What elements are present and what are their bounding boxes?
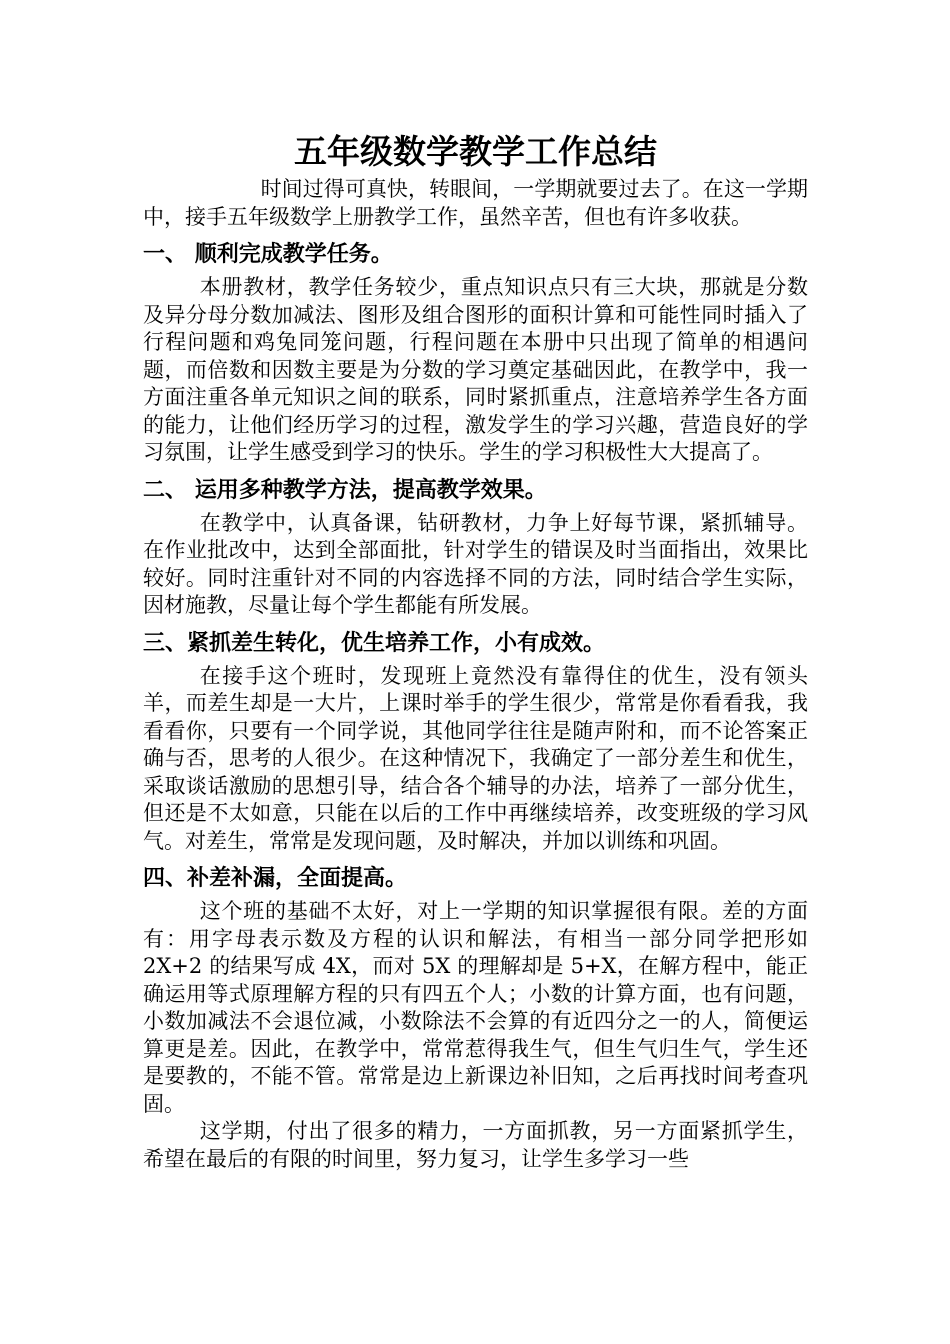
section-2-title: 运用多种教学方法，提高教学效果。	[194, 477, 547, 503]
document-page	[143, 128, 808, 1173]
section-3-title: 紧抓差生转化，优生培养工作，小有成效。	[187, 630, 606, 656]
document-title: 五年级数学教学工作总结	[294, 132, 657, 171]
section-3-heading	[143, 630, 808, 658]
section-1-heading	[143, 241, 808, 269]
section-2-number: 二、	[143, 477, 188, 503]
section-4-heading	[143, 865, 808, 893]
section-4-title: 补差补漏，全面提高。	[187, 866, 408, 891]
section-4-paragraph-2: 这学期，付出了很多的精力，一方面抓教，另一方面紧抓学生，希望在最后的有限的时间里，努力复习，让学生多学习一些	[143, 1119, 808, 1171]
section-3-paragraph-1: 在接手这个班时，发现班上竟然没有靠得住的优生，没有领头羊，而差生却是一大片，上课时举手的学生很少，常常是你看看我，我看看你，只要有一个同学说，其他同学往往是随声附和，而不论答案正确与否，思考的人很少。在这种情况下，我确定了一部分差生和优生，采取谈话激励的思想引导，结合各个辅导的办法，培养了一部分优生，但还是不太如意，只能在以后的工作中再继续培养，改变班级的学习风气。对差生，常常是发现问题，及时解决，并加以训练和巩固。	[143, 663, 808, 853]
section-1-number: 一、	[143, 242, 188, 267]
intro-paragraph: 时间过得可真快，转眼间，一学期就要过去了。在这一学期中，接手五年级数学上册教学工作，虽然辛苦，但也有许多收获。	[143, 177, 808, 229]
section-4-paragraph-1: 这个班的基础不太好，对上一学期的知识掌握很有限。差的方面有：用字母表示数及方程的认识和解法，有相当一部分同学把形如 2X+2 的结果写成 4X，而对 5X 的理解却是 5+X，在解方程中，能正确运用等式原理解方程的只有四五个人；小数的计算方面，也有问题，小数加减法不会退位减，小数除法不会算的有近四分之一的人，简便运算更是差。因此，在教学中，常常惹得我生气，但生气归生气，学生还是要教的，不能不管。常常是边上新课边补旧知，之后再找时间考查巩固。	[143, 899, 808, 1116]
section-1-title: 顺利完成教学任务。	[194, 242, 393, 267]
section-4-number: 四、	[143, 866, 188, 891]
section-3-number: 三、	[143, 630, 188, 656]
section-2-heading	[143, 477, 808, 505]
section-2-paragraph-1: 在教学中，认真备课，钻研教材，力争上好每节课，紧抓辅导。在作业批改中，达到全部面批，针对学生的错误及时当面指出，效果比较好。同时注重针对不同的内容选择不同的方法，同时结合学生实际，因材施教，尽量让每个学生都能有所发展。	[143, 510, 808, 617]
section-1-paragraph-1: 本册教材，教学任务较少，重点知识点只有三大块，那就是分数及异分母分数加减法、图形及组合图形的面积计算和可能性同时插入了行程问题和鸡兔同笼问题，行程问题在本册中只出现了简单的相遇问题，而倍数和因数主要是为分数的学习奠定基础因此，在教学中，我一方面注重各单元知识之间的联系，同时紧抓重点，注意培养学生各方面的能力，让他们经历学习的过程，激发学生的学习兴趣，营造良好的学习氛围，让学生感受到学习的快乐。学生的学习积极性大大提高了。	[143, 275, 808, 464]
